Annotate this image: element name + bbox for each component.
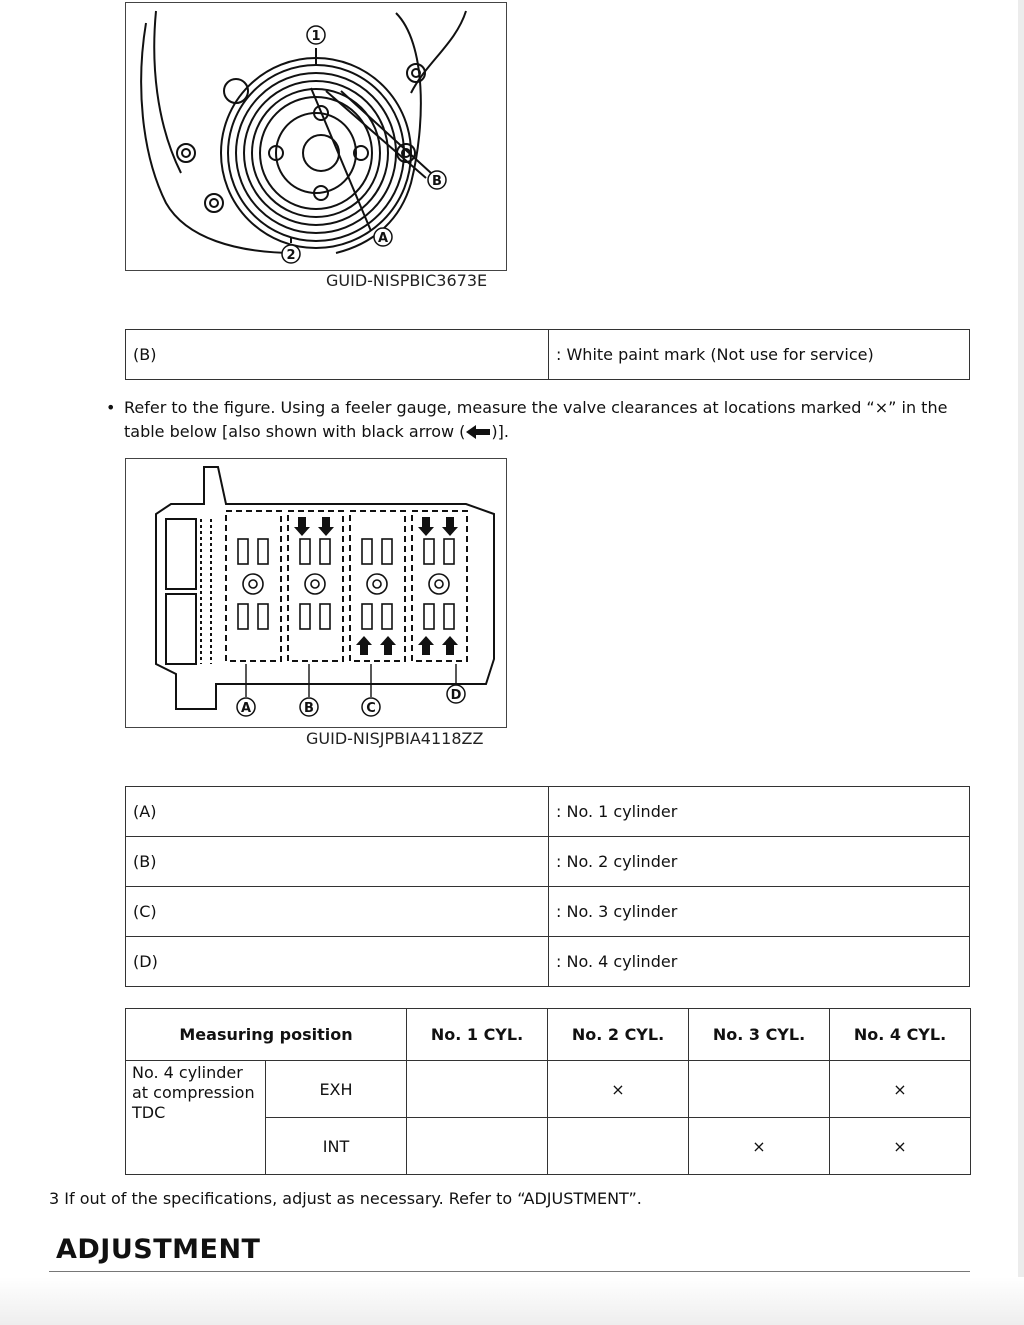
- figure2-legend-table: [125, 786, 970, 987]
- legend-key: (B): [126, 330, 549, 380]
- cell-exh-cyl-3: [689, 1061, 830, 1118]
- legend-row: [126, 937, 970, 987]
- legend-value: : No. 2 cylinder: [549, 837, 970, 887]
- callout-a: A: [377, 231, 389, 246]
- table-row: [126, 1061, 971, 1118]
- header-cyl-2: No. 2 CYL.: [548, 1009, 689, 1061]
- callout-2: 2: [286, 248, 296, 263]
- figure1-caption: GUID-NISPBIC3673E: [326, 271, 488, 290]
- cell-exh-cyl-1: [407, 1061, 548, 1118]
- cell-int-cyl-4: ×: [830, 1118, 971, 1175]
- cell-int-cyl-2: [548, 1118, 689, 1175]
- page-bottom-shade: [0, 1277, 1024, 1325]
- valve-label-int: INT: [266, 1118, 407, 1175]
- section-heading: ADJUSTMENT: [56, 1234, 261, 1265]
- callout-a: A: [240, 701, 252, 716]
- valve-clearance-table: [125, 1008, 971, 1175]
- page-edge-shade: [1018, 0, 1024, 1325]
- header-cyl-1: No. 1 CYL.: [407, 1009, 548, 1061]
- cell-int-cyl-3: ×: [689, 1118, 830, 1175]
- instruction-bullet: [106, 396, 966, 447]
- cylinder-head-illustration: [126, 459, 506, 727]
- header-cyl-3: No. 3 CYL.: [689, 1009, 830, 1061]
- left-arrow-icon: [465, 423, 491, 447]
- cell-exh-cyl-4: ×: [830, 1061, 971, 1118]
- legend-key: (B): [126, 837, 549, 887]
- valve-label-exh: EXH: [266, 1061, 407, 1118]
- instruction-text-before: Refer to the figure. Using a feeler gauge, measure the valve clearances at locations marked “×” in the table below [also shown with black arrow (: [124, 398, 948, 441]
- crank-pulley-illustration: [126, 3, 506, 270]
- figure1-legend-table: [125, 329, 970, 380]
- bullet-dot: •: [106, 398, 116, 417]
- callout-c: C: [366, 701, 376, 716]
- legend-key: (A): [126, 787, 549, 837]
- legend-row: [126, 787, 970, 837]
- legend-row: [126, 837, 970, 887]
- legend-value: : No. 4 cylinder: [549, 937, 970, 987]
- callout-d: D: [450, 688, 462, 703]
- figure2-caption: GUID-NISJPBIA4118ZZ: [306, 729, 484, 748]
- heading-divider: [49, 1271, 970, 1272]
- legend-value: : White paint mark (Not use for service): [549, 330, 970, 380]
- callout-1: 1: [311, 29, 321, 44]
- legend-key: (C): [126, 887, 549, 937]
- crank-pulley-figure: [125, 2, 507, 271]
- step-note: 3 If out of the specifications, adjust as necessary. Refer to “ADJUSTMENT”.: [49, 1189, 642, 1208]
- table-header-row: [126, 1009, 971, 1061]
- cylinder-head-figure: [125, 458, 507, 728]
- header-cyl-4: No. 4 CYL.: [830, 1009, 971, 1061]
- instruction-text-after: )].: [491, 422, 509, 441]
- position-label: No. 4 cylinder at compression TDC: [126, 1061, 266, 1175]
- legend-key: (D): [126, 937, 549, 987]
- legend-row: [126, 887, 970, 937]
- callout-b: B: [432, 174, 442, 189]
- legend-row: [126, 330, 970, 380]
- cell-int-cyl-1: [407, 1118, 548, 1175]
- callout-b: B: [304, 701, 314, 716]
- legend-value: : No. 1 cylinder: [549, 787, 970, 837]
- cell-exh-cyl-2: ×: [548, 1061, 689, 1118]
- legend-value: : No. 3 cylinder: [549, 887, 970, 937]
- header-measuring-position: Measuring position: [126, 1009, 407, 1061]
